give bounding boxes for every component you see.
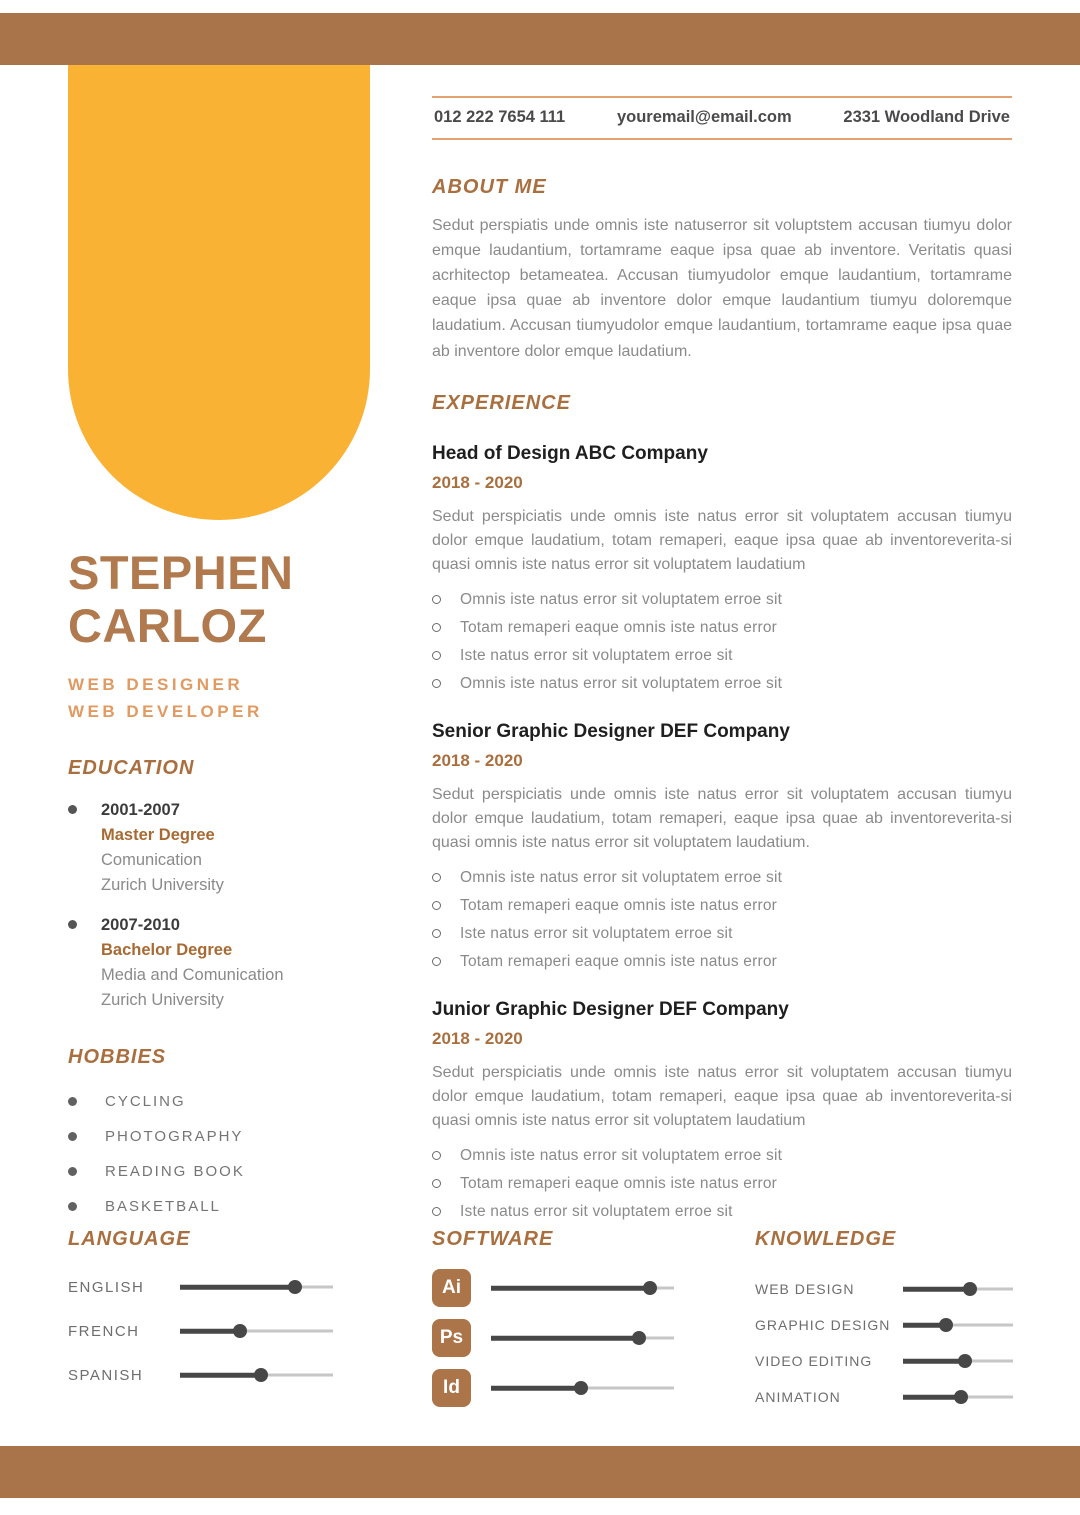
job-bullet (432, 925, 1012, 943)
circle-bullet-icon (432, 1151, 441, 1160)
slider-knob-icon (963, 1282, 977, 1296)
skill-slider (180, 1280, 333, 1294)
circle-bullet-icon (432, 929, 441, 938)
slider-knob-icon (939, 1318, 953, 1332)
job-period: 2018 - 2020 (432, 1028, 523, 1048)
right-column (432, 96, 1012, 1231)
job-bullet-text: Omnis iste natus error sit voluptatem erroe sit (460, 1146, 783, 1164)
circle-bullet-icon (432, 1207, 441, 1216)
software-app-icon: Id (432, 1369, 471, 1407)
skill-slider (491, 1381, 674, 1395)
job-bullet-text: Totam remaperi eaque omnis iste natus error (460, 952, 778, 970)
language-label: SPANISH (68, 1366, 144, 1384)
circle-bullet-icon (432, 651, 441, 660)
slider-fill (491, 1336, 639, 1341)
contact-bar (432, 96, 1012, 140)
education-degree: Master Degree (101, 825, 215, 844)
skill-slider (903, 1282, 1013, 1296)
software-heading: SOFTWARE (432, 1228, 554, 1250)
job-bullet-text: Iste natus error sit voluptatem erroe sit (460, 924, 733, 942)
bullet-dot-icon (68, 920, 77, 929)
circle-bullet-icon (432, 901, 441, 910)
job-title: Junior Graphic Designer DEF Company (432, 998, 789, 1020)
bullet-dot-icon (68, 1132, 77, 1141)
knowledge-item (755, 1315, 1013, 1335)
software-item (432, 1369, 674, 1407)
job-bullet-text: Omnis iste natus error sit voluptatem erroe sit (460, 590, 783, 608)
phone-number: 012 222 7654 111 (434, 108, 566, 126)
slider-knob-icon (954, 1390, 968, 1404)
skill-slider (180, 1368, 333, 1382)
hobby-item (68, 1196, 370, 1217)
street-address: 2331 Woodland Drive (843, 108, 1010, 126)
hobby-item (68, 1091, 370, 1112)
job-bullet (432, 619, 1012, 637)
job-bullet (432, 647, 1012, 665)
left-column (68, 546, 370, 1231)
email-address: youremail@email.com (616, 108, 792, 126)
knowledge-label: GRAPHIC DESIGN (755, 1317, 891, 1333)
job-bullet (432, 675, 1012, 693)
hobbies-heading: HOBBIES (68, 1045, 167, 1068)
decorative-yellow-shape (68, 65, 370, 520)
education-school: Zurich University (101, 991, 224, 1010)
hobby-label: PHOTOGRAPHY (105, 1127, 244, 1145)
slider-knob-icon (574, 1381, 588, 1395)
job-description: Sedut perspiciatis unde omnis iste natus error sit voluptatem accusan tiumyu dolor emque laudatium, totam remaperi, eaque ipsa quae ab inventoreverita-si quasi omnis iste natus error sit voluptatem laudatium (432, 507, 1012, 573)
education-heading: EDUCATION (68, 756, 195, 779)
job-bullet-text: Omnis iste natus error sit voluptatem erroe sit (460, 868, 783, 886)
job-titles (68, 672, 370, 725)
hobby-item (68, 1126, 370, 1147)
bullet-dot-icon (68, 805, 77, 814)
knowledge-section (755, 1228, 1013, 1423)
experience-job (432, 999, 1012, 1221)
knowledge-item (755, 1387, 1013, 1407)
bottom-accent-bar (0, 1446, 1080, 1498)
language-label: ENGLISH (68, 1278, 145, 1296)
top-accent-bar (0, 13, 1080, 65)
language-label: FRENCH (68, 1322, 140, 1340)
skill-slider (903, 1390, 1013, 1404)
skill-slider (903, 1354, 1013, 1368)
skill-slider (903, 1318, 1013, 1332)
software-item (432, 1319, 674, 1357)
education-field: Comunication (101, 851, 202, 870)
language-section (68, 1228, 333, 1409)
circle-bullet-icon (432, 595, 441, 604)
person-name (68, 546, 370, 652)
language-list (68, 1277, 333, 1385)
knowledge-list (755, 1279, 1013, 1407)
job-bullet-text: Iste natus error sit voluptatem erroe sit (460, 646, 733, 664)
job-bullet (432, 897, 1012, 915)
job-title-line: WEB DEVELOPER (68, 701, 263, 721)
education-years: 2001-2007 (101, 800, 180, 819)
slider-fill (180, 1373, 261, 1378)
experience-job (432, 443, 1012, 693)
hobby-item (68, 1161, 370, 1182)
job-bullet (432, 1203, 1012, 1221)
knowledge-label: WEB DESIGN (755, 1281, 855, 1297)
last-name: CARLOZ (68, 599, 267, 653)
slider-fill (491, 1286, 650, 1291)
slider-knob-icon (632, 1331, 646, 1345)
language-item (68, 1321, 333, 1341)
knowledge-heading: KNOWLEDGE (755, 1228, 897, 1250)
job-bullet-list (432, 1147, 1012, 1221)
circle-bullet-icon (432, 873, 441, 882)
slider-knob-icon (254, 1368, 268, 1382)
slider-knob-icon (233, 1324, 247, 1338)
job-title: Senior Graphic Designer DEF Company (432, 720, 790, 742)
experience-job (432, 721, 1012, 971)
education-degree: Bachelor Degree (101, 941, 233, 960)
slider-fill (903, 1359, 965, 1364)
job-bullet-list (432, 591, 1012, 693)
knowledge-label: ANIMATION (755, 1389, 841, 1405)
skill-slider (180, 1324, 333, 1338)
education-years: 2007-2010 (101, 916, 180, 935)
first-name: STEPHEN (68, 546, 294, 599)
job-description: Sedut perspiciatis unde omnis iste natus error sit voluptatem accusan tiumyu dolor emque laudatium, totam remaperi, eaque ipsa quae ab inventoreverita-si quasi omnis iste natus error sit voluptatem laudatium (432, 1063, 1012, 1129)
slider-fill (491, 1386, 581, 1391)
knowledge-item (755, 1279, 1013, 1299)
job-bullet-text: Totam remaperi eaque omnis iste natus error (460, 1174, 778, 1192)
language-heading: LANGUAGE (68, 1228, 191, 1250)
job-bullet (432, 953, 1012, 971)
job-bullet-text: Iste natus error sit voluptatem erroe sit (460, 1202, 733, 1220)
job-bullet (432, 1175, 1012, 1193)
software-section (432, 1228, 674, 1419)
knowledge-item (755, 1351, 1013, 1371)
skill-slider (491, 1281, 674, 1295)
job-bullet (432, 1147, 1012, 1165)
language-item (68, 1277, 333, 1297)
software-app-icon: Ps (432, 1319, 471, 1357)
circle-bullet-icon (432, 679, 441, 688)
job-period: 2018 - 2020 (432, 472, 523, 492)
slider-fill (180, 1285, 295, 1290)
job-bullet (432, 869, 1012, 887)
education-school: Zurich University (101, 876, 224, 895)
education-list (68, 798, 370, 1014)
job-title-line: WEB DESIGNER (68, 675, 244, 695)
software-list (432, 1269, 674, 1407)
language-item (68, 1365, 333, 1385)
experience-heading: EXPERIENCE (432, 391, 571, 414)
education-item (68, 798, 370, 898)
hobby-label: CYCLING (105, 1092, 186, 1110)
bullet-dot-icon (68, 1167, 77, 1176)
job-bullet-text: Totam remaperi eaque omnis iste natus error (460, 896, 778, 914)
job-bullet-list (432, 869, 1012, 971)
circle-bullet-icon (432, 957, 441, 966)
about-heading: ABOUT ME (432, 176, 547, 198)
slider-fill (180, 1329, 240, 1334)
slider-fill (903, 1395, 961, 1400)
software-item (432, 1269, 674, 1307)
slider-knob-icon (643, 1281, 657, 1295)
bullet-dot-icon (68, 1202, 77, 1211)
job-period: 2018 - 2020 (432, 750, 523, 770)
job-bullet-text: Totam remaperi eaque omnis iste natus error (460, 618, 778, 636)
skill-slider (491, 1331, 674, 1345)
software-app-icon: Ai (432, 1269, 471, 1307)
slider-knob-icon (288, 1280, 302, 1294)
job-bullet-text: Omnis iste natus error sit voluptatem erroe sit (460, 674, 783, 692)
job-description: Sedut perspiciatis unde omnis iste natus error sit voluptatem accusan tiumyu dolor emque laudatium, totam remaperi, eaque ipsa quae ab inventoreverita-si quasi omnis iste natus error sit voluptatem laudatium. (432, 785, 1012, 851)
bullet-dot-icon (68, 1097, 77, 1106)
hobby-label: READING BOOK (105, 1162, 245, 1180)
education-field: Media and Comunication (101, 966, 284, 985)
circle-bullet-icon (432, 1179, 441, 1188)
slider-fill (903, 1287, 970, 1292)
hobbies-list (68, 1091, 370, 1217)
slider-knob-icon (958, 1354, 972, 1368)
circle-bullet-icon (432, 623, 441, 632)
job-title: Head of Design ABC Company (432, 442, 708, 464)
about-text: Sedut perspiatis unde omnis iste natuserror sit voluptstem accusan tiumyu dolor emque laudantium, tortamrame eaque ipsa quae ab inventore. Veritatis quasi acrhitectop betameatea. Accusan tiumyudolor emque laudantium, tortamrame eaque ipsa quae ab inventore dolor emque laudantium tiumyu doloremque laudatium. Accusan tiumyudolor emque laudantium, tortamrame eaque ipsa quae ab inventore dolor emque laudatium. (432, 217, 1012, 360)
job-bullet (432, 591, 1012, 609)
hobby-label: BASKETBALL (105, 1197, 221, 1215)
education-item (68, 913, 370, 1013)
knowledge-label: VIDEO EDITING (755, 1353, 873, 1369)
